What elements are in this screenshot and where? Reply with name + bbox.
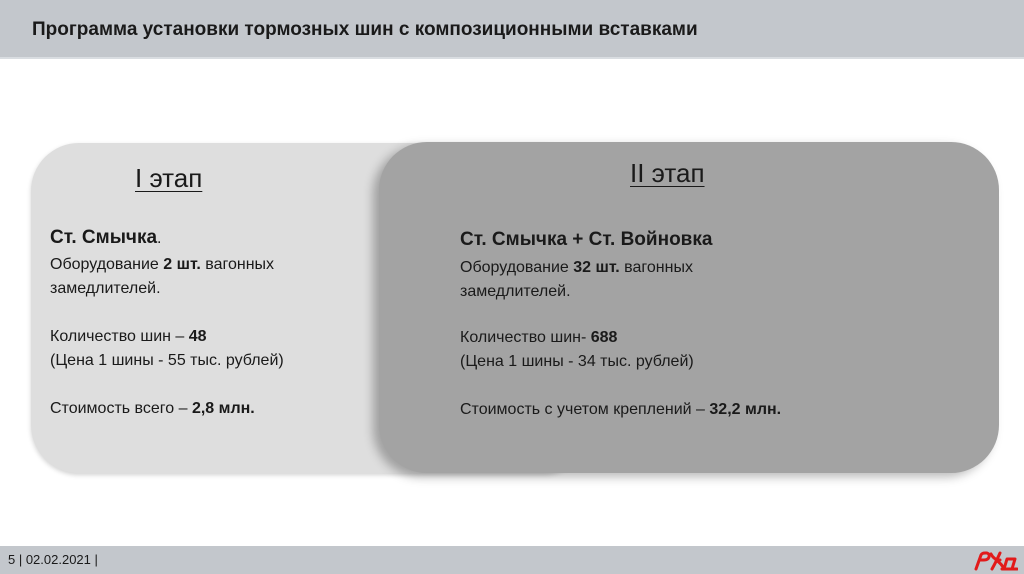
stage-2-cost-value: 32,2 млн.: [709, 401, 782, 418]
stage-1-price: (Цена 1 шины - 55 тыс. рублей): [50, 352, 284, 369]
stage-1-equipment-count: 2 шт.: [163, 256, 201, 273]
stage-1-tires: [50, 325, 207, 349]
slide-header: [0, 0, 1024, 59]
stage-2-tires: [460, 326, 617, 350]
stage-1-equipment-suffix: вагонных: [200, 256, 275, 273]
stage-1-station-name: Ст. Смычка: [50, 227, 158, 248]
stage-2-equipment-count: 32 шт.: [573, 259, 620, 276]
stage-2-equipment: [460, 256, 693, 280]
stage-1-equipment-prefix: Оборудование: [50, 256, 164, 273]
stage-1-tires-count: 48: [188, 328, 207, 345]
stage-1-equipment-line2: замедлителей.: [50, 280, 161, 297]
stage-1-cost-value: 2,8 млн.: [191, 400, 255, 417]
stage-2-tires-count: 688: [590, 329, 618, 346]
stage-1-station: [50, 226, 161, 251]
stage-2-cost: [460, 398, 781, 422]
stage-2-title: II этап: [630, 158, 705, 188]
slide-footer: [0, 546, 1024, 574]
stage-2-tires-label: Количество шин-: [460, 329, 591, 346]
stage-2-panel: [379, 142, 999, 473]
stage-2-equipment-prefix: Оборудование: [460, 259, 574, 276]
stage-1-cost: [50, 397, 255, 421]
stage-1-station-suffix: .: [157, 230, 162, 247]
stage-1-equipment: [50, 253, 274, 277]
stage-1-cost-label: Стоимость всего –: [50, 400, 192, 417]
stage-1-tires-label: Количество шин –: [50, 328, 189, 345]
rzd-logo-icon: [972, 550, 1018, 572]
stage-1-title: I этап: [135, 163, 203, 193]
slide-title: Программа установки тормозных шин с композиционными вставками: [32, 19, 698, 40]
stage-2-price: (Цена 1 шины - 34 тыс. рублей): [460, 353, 694, 370]
stage-2-station: Ст. Смычка + Ст. Войновка: [460, 229, 713, 250]
stage-2-equipment-suffix: вагонных: [619, 259, 693, 276]
page-info: 5 | 02.02.2021 |: [8, 552, 98, 567]
stage-2-equipment-line2: замедлителей.: [460, 283, 571, 300]
stage-2-cost-label: Стоимость с учетом креплений –: [460, 401, 710, 418]
